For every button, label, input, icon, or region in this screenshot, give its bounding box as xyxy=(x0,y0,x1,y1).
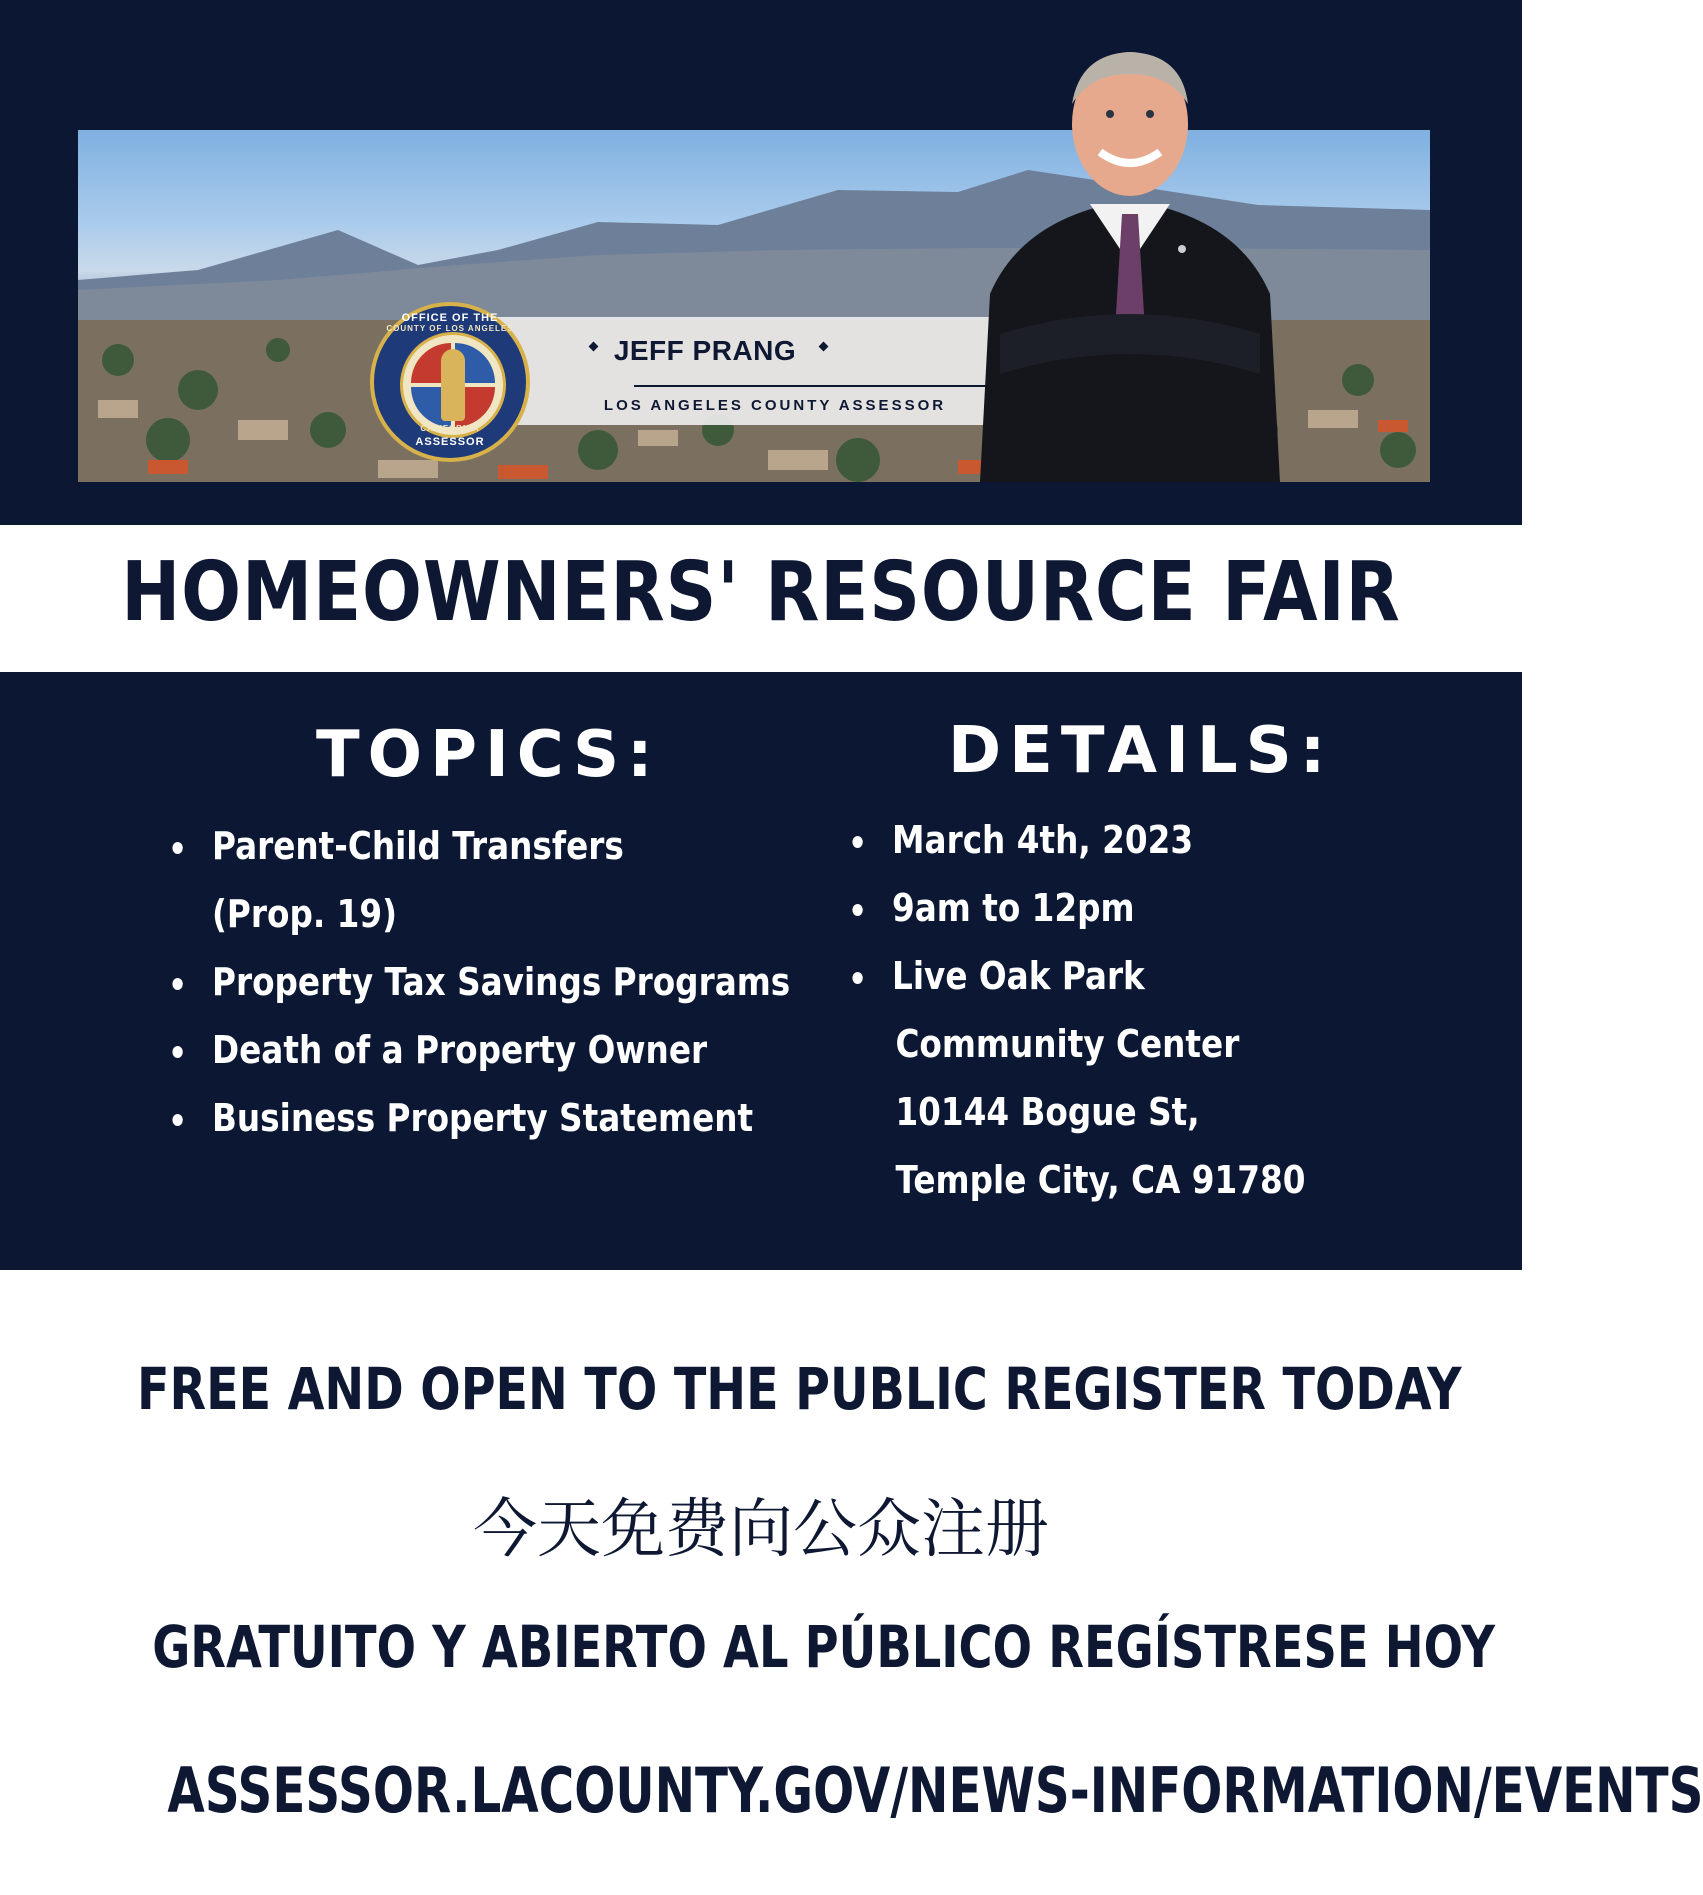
event-address: 10144 Bogue St, xyxy=(895,1090,1200,1134)
assessor-seal-logo xyxy=(370,302,530,462)
page-title: HOMEOWNERS' RESOURCE FAIR xyxy=(121,545,1401,640)
list-item xyxy=(212,1084,790,1152)
list-item-text: Death of a Property Owner xyxy=(212,1028,708,1072)
bullet-icon xyxy=(172,842,182,854)
list-item xyxy=(892,1146,1305,1214)
bullet-icon xyxy=(852,904,862,916)
list-item-text: Property Tax Savings Programs xyxy=(212,960,791,1004)
list-item xyxy=(892,874,1305,942)
event-date: March 4th, 2023 xyxy=(892,818,1194,862)
event-time: 9am to 12pm xyxy=(892,886,1135,930)
bullet-icon xyxy=(852,836,862,848)
list-item xyxy=(892,1010,1305,1078)
seal-state-text: CALIFORNIA xyxy=(420,424,480,433)
seal-shield xyxy=(400,332,506,438)
details-list xyxy=(892,806,1373,1214)
assessor-name: JEFF PRANG xyxy=(613,335,797,366)
bullet-icon xyxy=(172,1046,182,1058)
topics-list xyxy=(212,812,884,1152)
details-heading: DETAILS: xyxy=(948,714,1334,788)
seal-figure-icon xyxy=(441,349,465,421)
list-item-text: Parent-Child Transfers xyxy=(212,824,624,868)
list-item xyxy=(212,948,790,1016)
event-venue: Live Oak Park xyxy=(892,954,1145,998)
list-item xyxy=(212,812,790,880)
list-item xyxy=(892,942,1305,1010)
free-open-spanish: GRATUITO Y ABIERTO AL PÚBLICO REGÍSTRESE HOY xyxy=(152,1613,1495,1681)
divider xyxy=(634,385,1004,387)
events-url: ASSESSOR.LACOUNTY.GOV/NEWS-INFORMATION/EVENTS xyxy=(167,1754,1703,1827)
list-item-text: (Prop. 19) xyxy=(212,892,398,936)
event-venue-line2: Community Center xyxy=(895,1022,1240,1066)
seal-top-text: OFFICE OF THE xyxy=(401,312,499,324)
seal-bottom-text: ASSESSOR xyxy=(415,436,485,448)
seal-ring-text: COUNTY OF LOS ANGELES xyxy=(386,324,514,333)
assessor-portrait-image xyxy=(960,34,1300,482)
free-open-chinese: 今天免费向公众注册 xyxy=(473,1493,1049,1567)
list-item xyxy=(212,1016,790,1084)
event-city: Temple City, CA 91780 xyxy=(895,1158,1306,1202)
assessor-title: LOS ANGELES COUNTY ASSESSOR xyxy=(603,397,947,414)
bullet-icon xyxy=(852,972,862,984)
free-open-english: FREE AND OPEN TO THE PUBLIC REGISTER TODAY xyxy=(136,1355,1462,1423)
list-item xyxy=(892,1078,1305,1146)
bullet-icon xyxy=(172,978,182,990)
list-item xyxy=(892,806,1305,874)
bullet-icon xyxy=(172,1114,182,1126)
list-item-text: Business Property Statement xyxy=(212,1096,754,1140)
list-item xyxy=(212,880,790,948)
topics-heading: TOPICS: xyxy=(316,718,661,792)
